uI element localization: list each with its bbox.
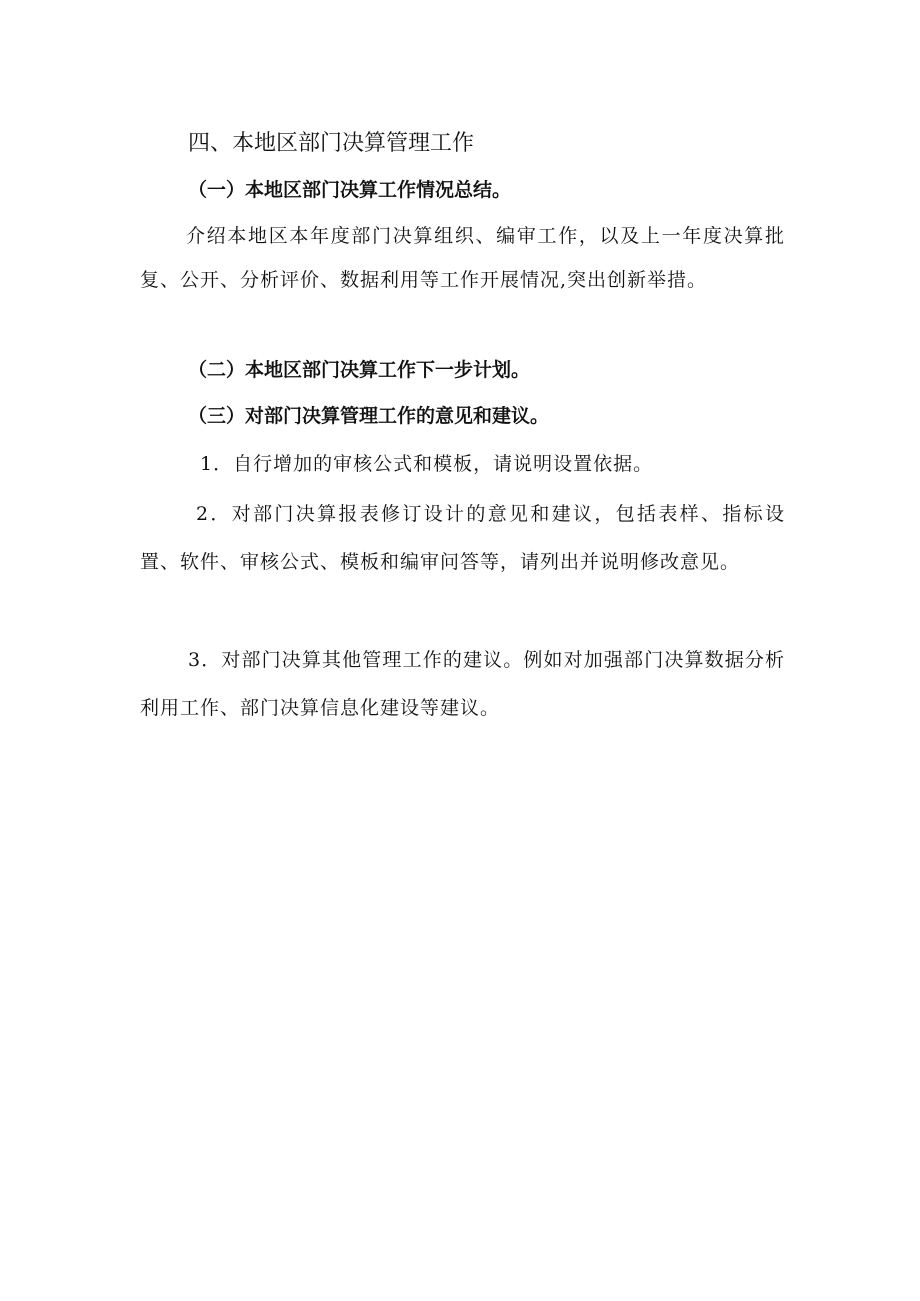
subsection-title-1: （一）本地区部门决算工作情况总结。: [188, 179, 512, 201]
section-heading: 四、本地区部门决算管理工作: [188, 131, 475, 156]
subsection-body-1: 介绍本地区本年度部门决算组织、编审工作，以及上一年度决算批复、公开、分析评价、数据利用等工作开展情况,突出创新举措。: [140, 225, 785, 291]
subsection-title-2: （二）本地区部门决算工作下一步计划。: [188, 359, 531, 381]
suggestion-item-3: 3．对部门决算其他管理工作的建议。例如对加强部门决算数据分析利用工作、部门决算信息化建设等建议。: [140, 649, 785, 719]
suggestion-item-2: 2．对部门决算报表修订设计的意见和建议，包括表样、指标设置、软件、审核公式、模板和编审问答等，请列出并说明修改意见。: [140, 503, 785, 573]
subsection-title-3: （三）对部门决算管理工作的意见和建议。: [188, 405, 550, 427]
suggestion-item-1: 1．自行增加的审核公式和模板，请说明设置依据。: [200, 453, 654, 475]
